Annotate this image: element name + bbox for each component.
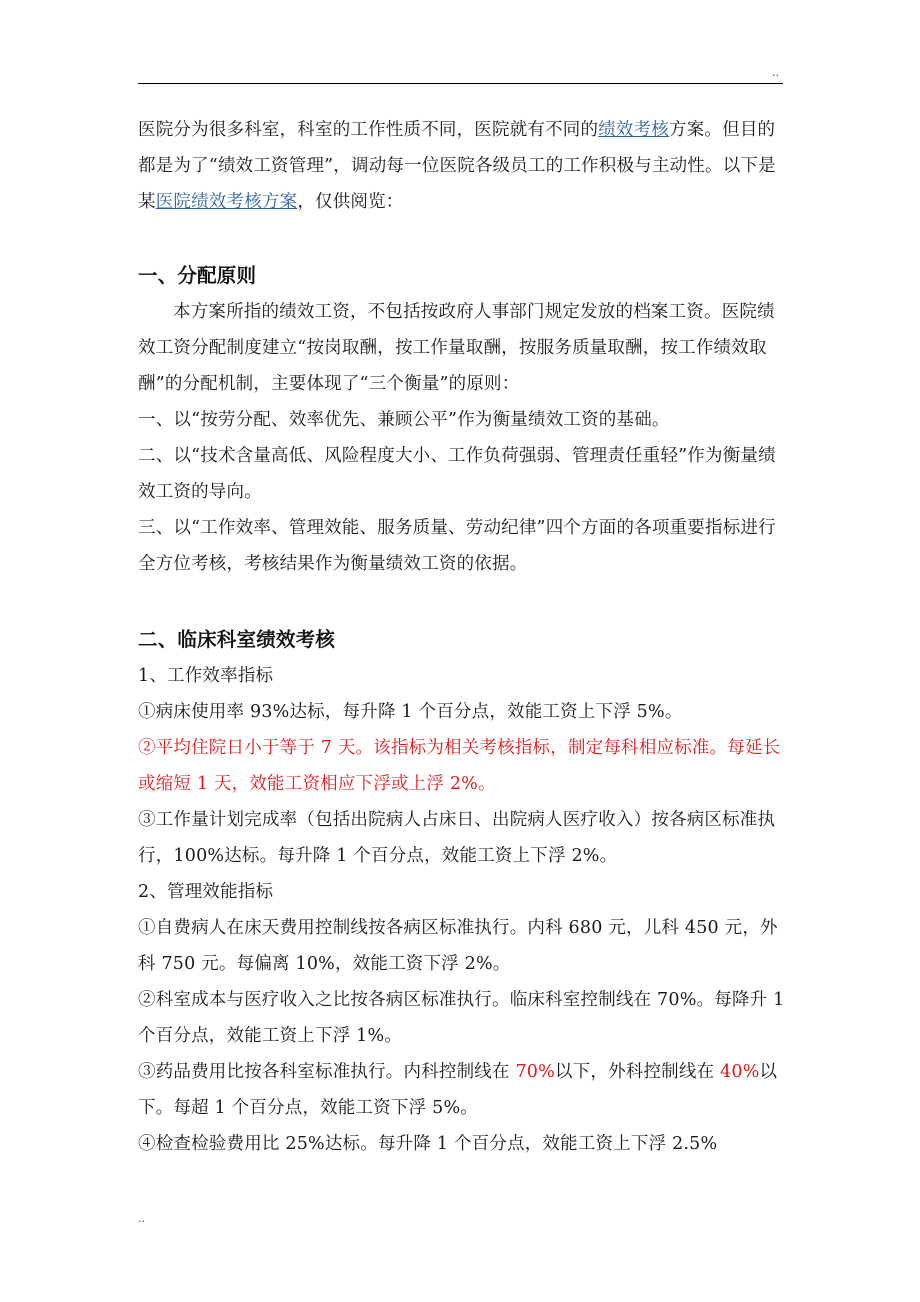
subheading-efficiency: 1、工作效率指标 xyxy=(138,666,274,686)
section1-item-3: 三、以“工作效率、管理效能、服务质量、劳动纪律”四个方面的各项重要指标进行全方位考核，考核结果作为衡量绩效工资的依据。 xyxy=(138,518,776,574)
header-rule xyxy=(138,83,783,84)
management-item-4: ④检查检验费用比 25%达标。每升降 1 个百分点，效能工资上下浮 2.5% xyxy=(138,1134,718,1154)
management-item-3 xyxy=(138,1054,786,1126)
management-item-2: ②科室成本与医疗收入之比按各病区标准执行。临床科室控制线在 70%。每降升 1 个百分点，效能工资上下浮 1%。 xyxy=(138,990,785,1046)
link-hospital-assessment-plan[interactable]: 医院绩效考核方案 xyxy=(155,192,298,212)
document-body xyxy=(138,112,786,1162)
section1-item-1: 一、以“按劳分配、效率优先、兼顾公平”作为衡量绩效工资的基础。 xyxy=(138,410,670,430)
section1-heading: 一、分配原则 xyxy=(138,264,257,287)
section2-heading: 二、临床科室绩效考核 xyxy=(138,628,336,651)
efficiency-item-1: ①病床使用率 93%达标，每升降 1 个百分点，效能工资上下浮 5%。 xyxy=(138,702,683,722)
management-item-3-text-c: 以下。每超 1 个百分点，效能工资下浮 5%。 xyxy=(138,1062,778,1118)
link-performance-assessment[interactable]: 绩效考核 xyxy=(598,120,670,140)
efficiency-item-3: ③工作量计划完成率（包括出院病人占床日、出院病人医疗收入）按各病区标准执行，100%达标。每升降 1 个百分点，效能工资上下浮 2%。 xyxy=(138,810,776,866)
spacer xyxy=(138,220,786,258)
management-item-3-text-b: 以下，外科控制线在 xyxy=(554,1062,721,1082)
surgery-limit: 40% xyxy=(720,1062,760,1082)
internal-medicine-limit: 70% xyxy=(515,1062,555,1082)
intro-paragraph xyxy=(138,112,786,220)
management-item-1: ①自费病人在床天费用控制线按各病区标准执行。内科 680 元，儿科 450 元，外科 750 元。每偏离 10%，效能工资下浮 2%。 xyxy=(138,918,778,974)
section1-item-2: 二、以“技术含量高低、风险程度大小、工作负荷强弱、管理责任重轻”作为衡量绩效工资的导向。 xyxy=(138,446,776,502)
section1-paragraph: 本方案所指的绩效工资，不包括按政府人事部门规定发放的档案工资。医院绩效工资分配制度建立“按岗取酬，按工作量取酬，按服务质量取酬，按工作绩效取酬”的分配机制，主要体现了“三个衡量”的原则： xyxy=(138,302,775,394)
intro-text-1: 医院分为很多科室，科室的工作性质不同，医院就有不同的 xyxy=(138,120,599,140)
footer-mark: .. xyxy=(138,1212,145,1225)
spacer xyxy=(138,582,786,622)
intro-text-3: ，仅供阅览： xyxy=(297,192,404,212)
header-mark: .. xyxy=(772,66,779,79)
intro-text-2: 方案。但目的都是为了“绩效工资管理”，调动每一位医院各级员工的工作积极与主动性。以下是某 xyxy=(138,120,776,212)
efficiency-item-2: ②平均住院日小于等于 7 天。该指标为相关考核指标，制定每科相应标准。每延长或缩短 1 天，效能工资相应下浮或上浮 2%。 xyxy=(138,738,781,794)
subheading-management: 2、管理效能指标 xyxy=(138,882,274,902)
management-item-3-text-a: ③药品费用比按各科室标准执行。内科控制线在 xyxy=(138,1062,516,1082)
